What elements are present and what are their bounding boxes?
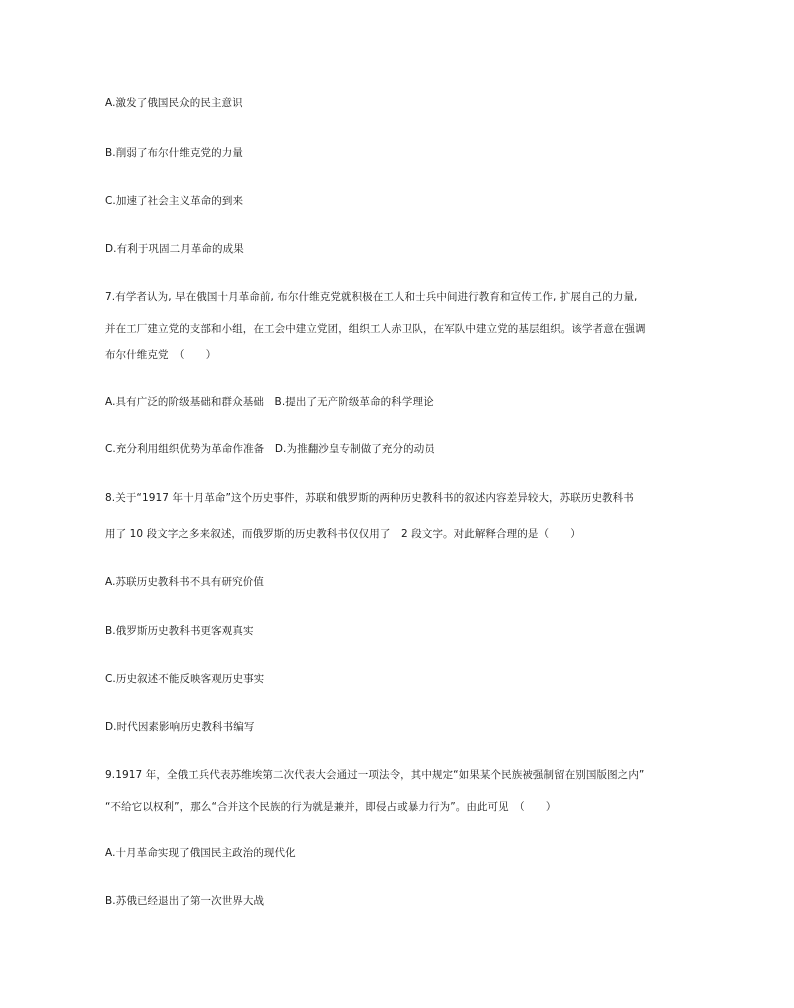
q8-stem-line-2: 用了 10 段文字之多来叙述，而俄罗斯的历史教科书仅仅用了 2 段文字。对此解释合理的是（ ） (105, 528, 581, 540)
q7-stem-line-3: 布尔什维克党 （ ） (105, 349, 217, 361)
q9-option-b: B.苏俄已经退出了第一次世界大战 (105, 895, 265, 907)
q6-option-c: C.加速了社会主义革命的到来 (105, 195, 244, 207)
q8-option-d: D.时代因素影响历史教科书编写 (105, 721, 255, 733)
q7-options-cd: C.充分利用组织优势为革命作准备 D.为推翻沙皇专制做了充分的动员 (105, 443, 435, 455)
q7-stem-line-2: 并在工厂建立党的支部和小组，在工会中建立党团，组织工人赤卫队，在军队中建立党的基层组织。该学者意在强调 (105, 323, 646, 335)
q7-options-ab: A.具有广泛的阶级基础和群众基础 B.提出了无产阶级革命的科学理论 (105, 396, 434, 408)
q8-option-c: C.历史叙述不能反映客观历史事实 (105, 673, 265, 685)
q9-stem-line-2: “不给它以权利”，那么“合并这个民族的行为就是兼并，即侵占或暴力行为”。由此可见 （ ） (105, 801, 557, 813)
q9-stem-line-1: 9.1917 年，全俄工兵代表苏维埃第二次代表大会通过一项法令，其中规定“如果某个民族被强制留在别国版图之内” (105, 769, 645, 781)
q6-option-d: D.有利于巩固二月革命的成果 (105, 243, 244, 255)
q8-option-b: B.俄罗斯历史教科书更客观真实 (105, 625, 254, 637)
q8-stem-line-1: 8.关于“1917 年十月革命”这个历史事件，苏联和俄罗斯的两种历史教科书的叙述内容差异较大，苏联历史教科书 (105, 492, 634, 504)
q7-stem-line-1: 7.有学者认为, 早在俄国十月革命前, 布尔什维克党就积极在工人和士兵中间进行教育和宣传工作, 扩展自己的力量, (105, 291, 638, 303)
q9-option-a: A.十月革命实现了俄国民主政治的现代化 (105, 847, 296, 859)
q8-option-a: A.苏联历史教科书不具有研究价值 (105, 576, 264, 588)
q6-option-b: B.削弱了布尔什维克党的力量 (105, 147, 243, 159)
q6-option-a: A.激发了俄国民众的民主意识 (105, 97, 243, 109)
